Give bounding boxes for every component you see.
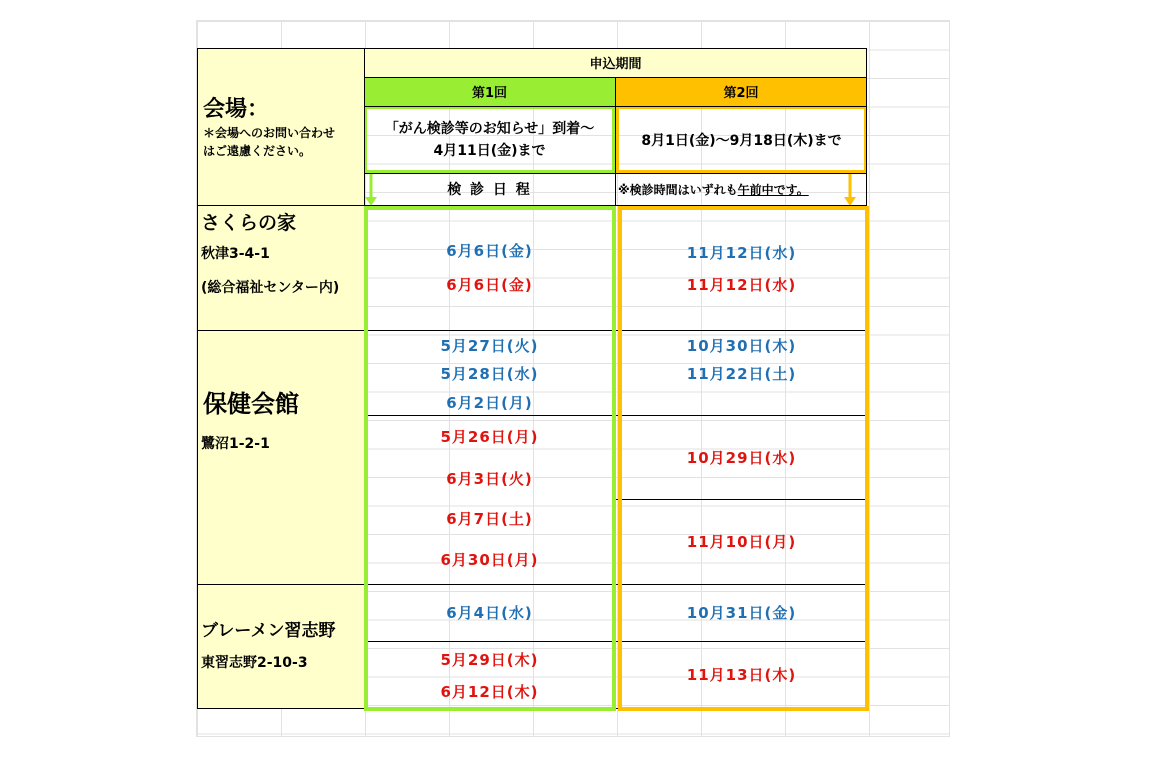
date-sakura-r2-2: 11月12日(水) [686,275,797,294]
venue-name-sakura: さくらの家 [201,212,297,234]
exam-schedule-label: 検 診 日 程 [447,182,532,198]
date-hoken-r2-3: 10月29日(水) [686,448,797,467]
round2-header: 第2回 [723,86,759,101]
venue-header-note-line1: ＊会場へのお問い合わせ [203,126,336,140]
exam-time-note-underlined: 午前中です。 [737,182,809,197]
date-hoken-r2-4: 11月10日(月) [686,532,797,551]
date-hoken-r1-3: 6月2日(月) [446,393,533,412]
venue-address-hoken: 鷺沼1-2-1 [201,436,270,452]
application-period-header: 申込期間 [589,57,642,72]
date-bremen-r1-3: 6月12日(木) [440,682,539,701]
round1-period-line1: 「がん検診等のお知らせ」到着～ [384,120,595,137]
date-sakura-r1-1: 6月6日(金) [446,241,533,260]
round1-arrow-icon [364,172,378,208]
date-sakura-r2-1: 11月12日(水) [686,243,797,262]
venue-header-note [203,124,335,160]
date-bremen-r1-1: 6月4日(水) [446,603,533,622]
round1-period-line2: 4月11日(金)まで [433,142,546,159]
venue-extra-sakura: (総合福祉センター内) [201,280,340,296]
round1-header: 第1回 [471,86,508,101]
date-sakura-r1-2: 6月6日(金) [446,275,533,294]
venue-header-title: 会場： [203,97,270,122]
date-hoken-r1-2: 5月28日(水) [440,364,539,383]
border-left [197,48,198,709]
date-hoken-r2-1: 10月30日(木) [686,336,797,355]
exam-time-note [618,174,843,204]
border-top [197,48,867,49]
venue-address-bremen: 東習志野2-10-3 [201,655,308,671]
venue-name-bremen: ブレーメン習志野 [201,621,336,641]
round2-period-text: 8月1日(金)～9月18日(木)まで [641,132,842,149]
date-hoken-r1-1: 5月27日(火) [440,336,539,355]
round1-period-text [364,106,615,173]
venue-address-sakura: 秋津3-4-1 [201,246,270,262]
date-hoken-r1-6: 6月7日(土) [446,509,533,528]
date-bremen-r2-1: 10月31日(金) [686,603,797,622]
venue-header-note-line2: はご遠慮ください。 [203,144,312,158]
date-hoken-r1-5: 6月3日(火) [446,469,533,488]
date-hoken-r1-7: 6月30日(月) [440,550,539,569]
date-bremen-r2-2: 11月13日(木) [686,665,797,684]
date-hoken-r2-2: 11月22日(土) [686,364,797,383]
venue-name-hoken: 保健会館 [203,390,299,418]
date-bremen-r1-2: 5月29日(木) [440,650,539,669]
date-hoken-r1-4: 5月26日(月) [440,427,539,446]
exam-time-note-text: ※検診時間はいずれも [618,182,738,197]
round2-arrow-icon [843,172,857,208]
